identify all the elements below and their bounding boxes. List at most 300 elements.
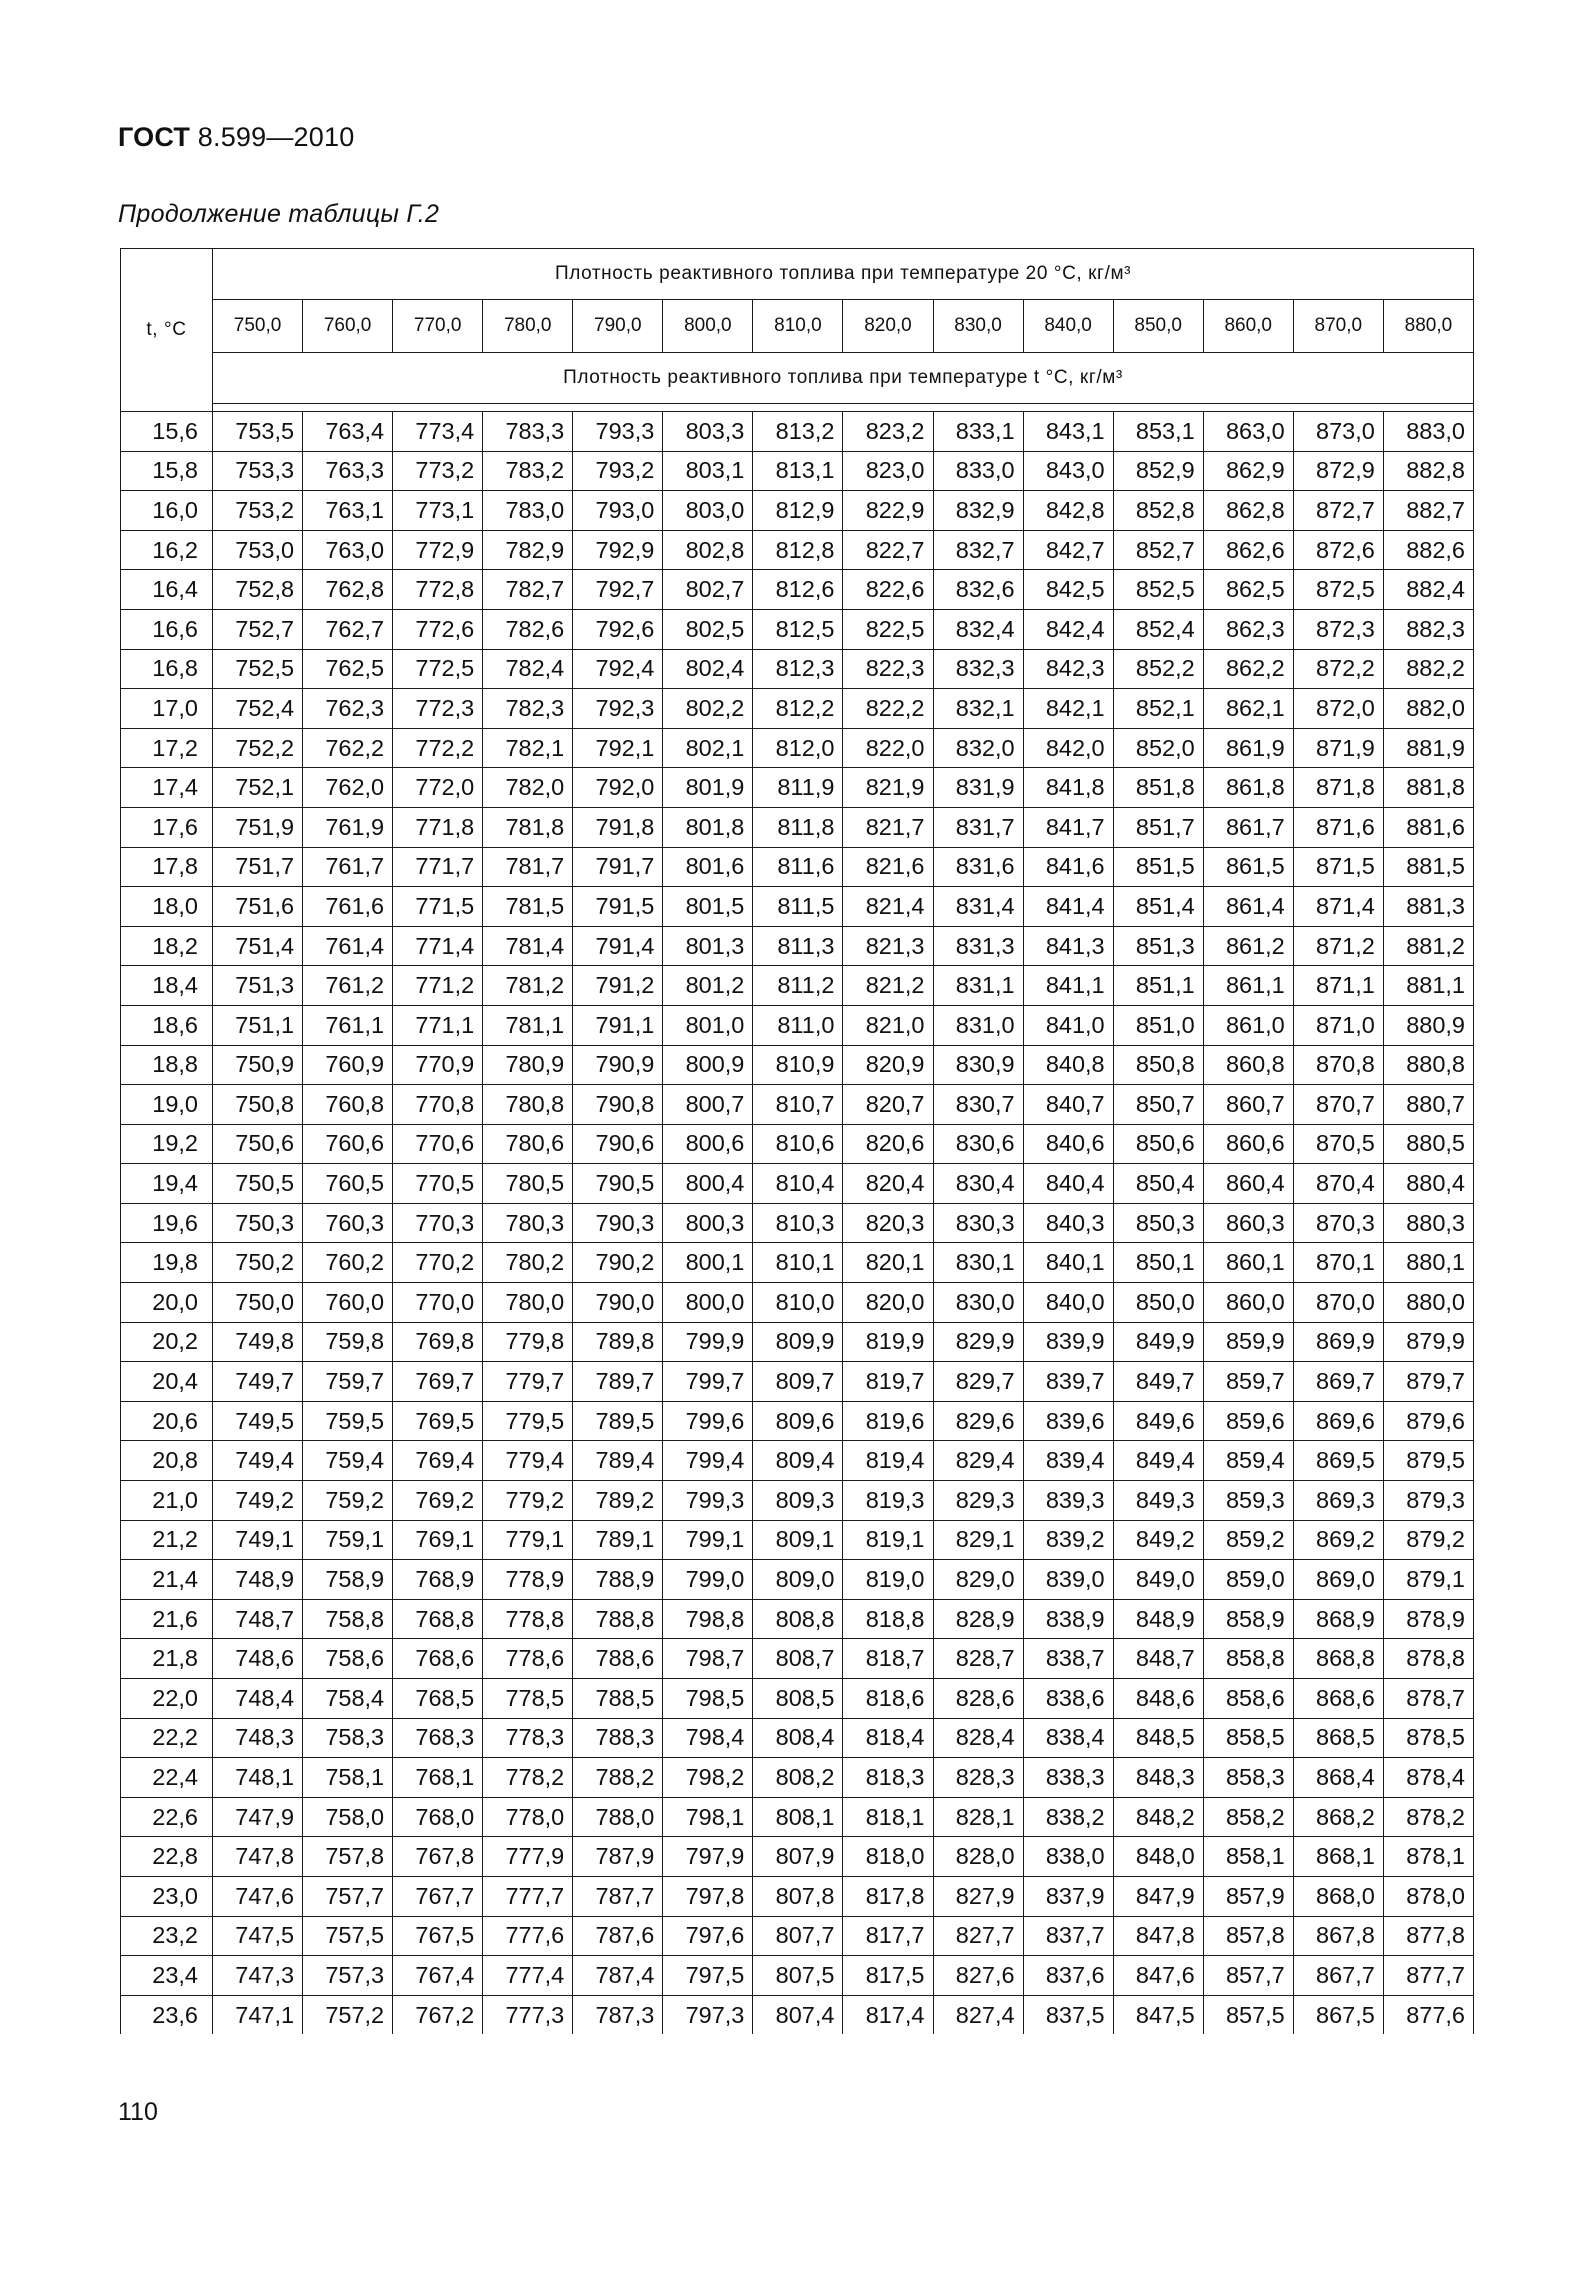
density-cell: 777,6 <box>483 1916 573 1956</box>
density-cell: 838,2 <box>1023 1797 1113 1837</box>
table-row <box>121 491 1474 531</box>
density-cell: 763,0 <box>303 530 393 570</box>
density-cell: 861,1 <box>1203 966 1293 1006</box>
density-cell: 773,4 <box>393 412 483 452</box>
density-cell: 870,5 <box>1293 1124 1383 1164</box>
density-cell: 761,7 <box>303 847 393 887</box>
density-cell: 831,0 <box>933 1005 1023 1045</box>
density-cell: 788,3 <box>573 1718 663 1758</box>
density-cell: 772,6 <box>393 609 483 649</box>
density-cell: 877,7 <box>1383 1956 1473 1996</box>
density-cell: 810,1 <box>753 1243 843 1283</box>
density-cell: 790,3 <box>573 1203 663 1243</box>
density-cell: 828,7 <box>933 1639 1023 1679</box>
density-cell: 797,5 <box>663 1956 753 1996</box>
density-cell: 848,9 <box>1113 1599 1203 1639</box>
density-cell: 781,5 <box>483 887 573 927</box>
density-cell: 832,9 <box>933 491 1023 531</box>
density-cell: 753,5 <box>213 412 303 452</box>
density-cell: 809,6 <box>753 1401 843 1441</box>
density-cell: 789,7 <box>573 1362 663 1402</box>
density-cell: 752,8 <box>213 570 303 610</box>
temperature-cell: 17,0 <box>121 689 213 729</box>
density-cell: 860,6 <box>1203 1124 1293 1164</box>
density-cell: 871,1 <box>1293 966 1383 1006</box>
density-cell: 843,0 <box>1023 451 1113 491</box>
density-cell: 810,9 <box>753 1045 843 1085</box>
density-cell: 821,7 <box>843 807 933 847</box>
density-cell: 812,6 <box>753 570 843 610</box>
density-cell: 862,8 <box>1203 491 1293 531</box>
density-cell: 759,7 <box>303 1362 393 1402</box>
density-cell: 760,5 <box>303 1164 393 1204</box>
density-cell: 880,5 <box>1383 1124 1473 1164</box>
density-cell: 841,1 <box>1023 966 1113 1006</box>
density-cell: 878,2 <box>1383 1797 1473 1837</box>
density-cell: 798,7 <box>663 1639 753 1679</box>
density-cell: 868,6 <box>1293 1679 1383 1719</box>
density-cell: 793,2 <box>573 451 663 491</box>
density-cell: 872,0 <box>1293 689 1383 729</box>
temperature-cell: 23,2 <box>121 1916 213 1956</box>
density-cell: 851,8 <box>1113 768 1203 808</box>
density-column-header: 820,0 <box>843 300 933 353</box>
density-cell: 777,3 <box>483 1995 573 2034</box>
density-cell: 881,1 <box>1383 966 1473 1006</box>
density-cell: 859,3 <box>1203 1481 1293 1521</box>
density-cell: 779,4 <box>483 1441 573 1481</box>
density-cell: 789,1 <box>573 1520 663 1560</box>
density-cell: 787,7 <box>573 1876 663 1916</box>
density-cell: 871,9 <box>1293 728 1383 768</box>
density-cell: 870,1 <box>1293 1243 1383 1283</box>
density-cell: 807,4 <box>753 1995 843 2034</box>
density-cell: 762,7 <box>303 609 393 649</box>
density-cell: 841,6 <box>1023 847 1113 887</box>
density-cell: 770,9 <box>393 1045 483 1085</box>
density-cell: 760,6 <box>303 1124 393 1164</box>
density-cell: 861,7 <box>1203 807 1293 847</box>
density-column-header: 810,0 <box>753 300 843 353</box>
density-cell: 818,8 <box>843 1599 933 1639</box>
density-cell: 852,8 <box>1113 491 1203 531</box>
density-cell: 770,0 <box>393 1283 483 1323</box>
density-cell: 882,0 <box>1383 689 1473 729</box>
density-cell: 819,4 <box>843 1441 933 1481</box>
temperature-cell: 21,0 <box>121 1481 213 1521</box>
density-cell: 769,7 <box>393 1362 483 1402</box>
table-row <box>121 689 1474 729</box>
density-cell: 820,4 <box>843 1164 933 1204</box>
density-cell: 842,0 <box>1023 728 1113 768</box>
density-cell: 789,5 <box>573 1401 663 1441</box>
density-cell: 849,9 <box>1113 1322 1203 1362</box>
density-cell: 800,0 <box>663 1283 753 1323</box>
density-cell: 808,7 <box>753 1639 843 1679</box>
table-row <box>121 1164 1474 1204</box>
density-cell: 809,1 <box>753 1520 843 1560</box>
density-cell: 791,2 <box>573 966 663 1006</box>
density-cell: 781,4 <box>483 926 573 966</box>
density-cell: 757,8 <box>303 1837 393 1877</box>
density-cell: 779,5 <box>483 1401 573 1441</box>
density-cell: 791,5 <box>573 887 663 927</box>
density-cell: 847,6 <box>1113 1956 1203 1996</box>
density-cell: 797,9 <box>663 1837 753 1877</box>
density-cell: 840,8 <box>1023 1045 1113 1085</box>
temperature-cell: 22,0 <box>121 1679 213 1719</box>
density-cell: 863,0 <box>1203 412 1293 452</box>
density-cell: 878,5 <box>1383 1718 1473 1758</box>
density-cell: 829,4 <box>933 1441 1023 1481</box>
density-cell: 792,9 <box>573 530 663 570</box>
density-cell: 759,4 <box>303 1441 393 1481</box>
density-cell: 840,6 <box>1023 1124 1113 1164</box>
standard-number: 8.599—2010 <box>197 122 355 152</box>
density-cell: 828,9 <box>933 1599 1023 1639</box>
density-cell: 793,3 <box>573 412 663 452</box>
temperature-cell: 21,4 <box>121 1560 213 1600</box>
density-cell: 837,5 <box>1023 1995 1113 2034</box>
density-cell: 868,8 <box>1293 1639 1383 1679</box>
density-cell: 862,1 <box>1203 689 1293 729</box>
table-row <box>121 1441 1474 1481</box>
density-cell: 761,1 <box>303 1005 393 1045</box>
density-cell: 749,4 <box>213 1441 303 1481</box>
density-cell: 751,6 <box>213 887 303 927</box>
density-cell: 751,9 <box>213 807 303 847</box>
density-cell: 872,7 <box>1293 491 1383 531</box>
density-cell: 800,1 <box>663 1243 753 1283</box>
density-cell: 852,4 <box>1113 609 1203 649</box>
density-cell: 828,1 <box>933 1797 1023 1837</box>
density-cell: 822,0 <box>843 728 933 768</box>
density-cell: 867,8 <box>1293 1916 1383 1956</box>
density-cell: 771,2 <box>393 966 483 1006</box>
density-cell: 791,8 <box>573 807 663 847</box>
temperature-cell: 21,8 <box>121 1639 213 1679</box>
density-cell: 751,3 <box>213 966 303 1006</box>
density-cell: 762,0 <box>303 768 393 808</box>
density-cell: 822,5 <box>843 609 933 649</box>
density-cell: 839,3 <box>1023 1481 1113 1521</box>
temperature-cell: 20,6 <box>121 1401 213 1441</box>
density-cell: 840,4 <box>1023 1164 1113 1204</box>
density-cell: 861,9 <box>1203 728 1293 768</box>
density-cell: 782,4 <box>483 649 573 689</box>
density-cell: 861,5 <box>1203 847 1293 887</box>
density-cell: 849,4 <box>1113 1441 1203 1481</box>
table-row <box>121 926 1474 966</box>
density-cell: 788,5 <box>573 1679 663 1719</box>
density-cell: 770,5 <box>393 1164 483 1204</box>
density-column-header: 800,0 <box>663 300 753 353</box>
density-cell: 829,0 <box>933 1560 1023 1600</box>
density-cell: 847,8 <box>1113 1916 1203 1956</box>
density-cell: 757,7 <box>303 1876 393 1916</box>
density-cell: 807,5 <box>753 1956 843 1996</box>
density-cell: 812,3 <box>753 649 843 689</box>
density-table <box>120 248 1474 2034</box>
density-cell: 861,2 <box>1203 926 1293 966</box>
density-cell: 869,7 <box>1293 1362 1383 1402</box>
density-cell: 787,3 <box>573 1995 663 2034</box>
density-cell: 767,8 <box>393 1837 483 1877</box>
temperature-cell: 19,2 <box>121 1124 213 1164</box>
density-cell: 832,1 <box>933 689 1023 729</box>
density-cell: 870,0 <box>1293 1283 1383 1323</box>
density-cell: 860,1 <box>1203 1243 1293 1283</box>
density-cell: 820,1 <box>843 1243 933 1283</box>
density-cell: 833,1 <box>933 412 1023 452</box>
density-cell: 849,6 <box>1113 1401 1203 1441</box>
density-cell: 802,5 <box>663 609 753 649</box>
density-cell: 811,2 <box>753 966 843 1006</box>
density-cell: 830,0 <box>933 1283 1023 1323</box>
density-cell: 801,5 <box>663 887 753 927</box>
density-cell: 839,9 <box>1023 1322 1113 1362</box>
density-column-header: 830,0 <box>933 300 1023 353</box>
density-cell: 780,6 <box>483 1124 573 1164</box>
density-cell: 812,8 <box>753 530 843 570</box>
density-cell: 827,4 <box>933 1995 1023 2034</box>
density-cell: 869,6 <box>1293 1401 1383 1441</box>
density-cell: 822,6 <box>843 570 933 610</box>
density-cell: 859,6 <box>1203 1401 1293 1441</box>
density-cell: 790,0 <box>573 1283 663 1323</box>
table-row <box>121 847 1474 887</box>
density-cell: 778,9 <box>483 1560 573 1600</box>
density-cell: 817,4 <box>843 1995 933 2034</box>
density-cell: 849,7 <box>1113 1362 1203 1402</box>
density-cell: 827,7 <box>933 1916 1023 1956</box>
density-cell: 809,9 <box>753 1322 843 1362</box>
density-cell: 758,8 <box>303 1599 393 1639</box>
density-cell: 819,9 <box>843 1322 933 1362</box>
density-cell: 771,7 <box>393 847 483 887</box>
density-cell: 840,3 <box>1023 1203 1113 1243</box>
density-cell: 803,3 <box>663 412 753 452</box>
density-cell: 788,8 <box>573 1599 663 1639</box>
density-cell: 858,1 <box>1203 1837 1293 1877</box>
table-row <box>121 1560 1474 1600</box>
density-cell: 850,4 <box>1113 1164 1203 1204</box>
density-cell: 828,6 <box>933 1679 1023 1719</box>
density-cell: 757,5 <box>303 1916 393 1956</box>
density-cell: 758,6 <box>303 1639 393 1679</box>
density-cell: 762,3 <box>303 689 393 729</box>
density-cell: 817,8 <box>843 1876 933 1916</box>
density-cell: 778,0 <box>483 1797 573 1837</box>
density-cell: 767,2 <box>393 1995 483 2034</box>
density-cell: 830,9 <box>933 1045 1023 1085</box>
density-cell: 762,5 <box>303 649 393 689</box>
density-cell: 870,3 <box>1293 1203 1383 1243</box>
density-cell: 780,5 <box>483 1164 573 1204</box>
density-cell: 777,7 <box>483 1876 573 1916</box>
density-cell: 760,0 <box>303 1283 393 1323</box>
density-cell: 779,2 <box>483 1481 573 1521</box>
density-cell: 847,5 <box>1113 1995 1203 2034</box>
density-cell: 882,2 <box>1383 649 1473 689</box>
density-cell: 868,2 <box>1293 1797 1383 1837</box>
table-body <box>121 412 1474 2035</box>
density-cell: 869,0 <box>1293 1560 1383 1600</box>
temperature-cell: 16,4 <box>121 570 213 610</box>
density-cell: 807,7 <box>753 1916 843 1956</box>
density-cell: 749,1 <box>213 1520 303 1560</box>
density-cell: 882,4 <box>1383 570 1473 610</box>
density-cell: 782,7 <box>483 570 573 610</box>
density-cell: 790,9 <box>573 1045 663 1085</box>
density-cell: 838,0 <box>1023 1837 1113 1877</box>
table-row <box>121 1995 1474 2034</box>
temperature-cell: 19,0 <box>121 1085 213 1125</box>
density-cell: 809,0 <box>753 1560 843 1600</box>
density-cell: 747,8 <box>213 1837 303 1877</box>
density-cell: 759,1 <box>303 1520 393 1560</box>
density-cell: 819,0 <box>843 1560 933 1600</box>
temperature-cell: 17,6 <box>121 807 213 847</box>
density-cell: 830,1 <box>933 1243 1023 1283</box>
density-cell: 782,6 <box>483 609 573 649</box>
density-cell: 763,4 <box>303 412 393 452</box>
density-cell: 868,9 <box>1293 1599 1383 1639</box>
density-cell: 870,4 <box>1293 1164 1383 1204</box>
density-cell: 818,6 <box>843 1679 933 1719</box>
table-caption: Продолжение таблицы Г.2 <box>118 200 440 228</box>
density-cell: 748,1 <box>213 1758 303 1798</box>
density-cell: 751,1 <box>213 1005 303 1045</box>
density-cell: 841,8 <box>1023 768 1113 808</box>
density-cell: 821,2 <box>843 966 933 1006</box>
temperature-cell: 18,6 <box>121 1005 213 1045</box>
density-cell: 760,3 <box>303 1203 393 1243</box>
density-cell: 787,9 <box>573 1837 663 1877</box>
density-column-header: 870,0 <box>1293 300 1383 353</box>
density-cell: 763,3 <box>303 451 393 491</box>
density-cell: 851,1 <box>1113 966 1203 1006</box>
density-cell: 838,3 <box>1023 1758 1113 1798</box>
density-cell: 857,8 <box>1203 1916 1293 1956</box>
density-cell: 872,5 <box>1293 570 1383 610</box>
density-cell: 881,8 <box>1383 768 1473 808</box>
density-cell: 778,3 <box>483 1718 573 1758</box>
density-cell: 811,8 <box>753 807 843 847</box>
density-cell: 759,8 <box>303 1322 393 1362</box>
table-row <box>121 1837 1474 1877</box>
table-row <box>121 1322 1474 1362</box>
density-cell: 779,7 <box>483 1362 573 1402</box>
density-cell: 747,3 <box>213 1956 303 1996</box>
density-cell: 813,2 <box>753 412 843 452</box>
density-cell: 789,4 <box>573 1441 663 1481</box>
density-cell: 852,0 <box>1113 728 1203 768</box>
table-row <box>121 768 1474 808</box>
density-cell: 870,8 <box>1293 1045 1383 1085</box>
density-cell: 748,4 <box>213 1679 303 1719</box>
density-cell: 797,3 <box>663 1995 753 2034</box>
density-cell: 798,1 <box>663 1797 753 1837</box>
density-cell: 769,4 <box>393 1441 483 1481</box>
density-cell: 770,8 <box>393 1085 483 1125</box>
density-cell: 860,7 <box>1203 1085 1293 1125</box>
density-cell: 819,6 <box>843 1401 933 1441</box>
density-cell: 798,2 <box>663 1758 753 1798</box>
density-cell: 878,7 <box>1383 1679 1473 1719</box>
density-cell: 811,0 <box>753 1005 843 1045</box>
density-cell: 778,6 <box>483 1639 573 1679</box>
table-row <box>121 1203 1474 1243</box>
density-cell: 842,5 <box>1023 570 1113 610</box>
density-cell: 871,4 <box>1293 887 1383 927</box>
density-cell: 837,7 <box>1023 1916 1113 1956</box>
density-cell: 792,4 <box>573 649 663 689</box>
temperature-cell: 16,8 <box>121 649 213 689</box>
density-cell: 750,8 <box>213 1085 303 1125</box>
density-cell: 832,6 <box>933 570 1023 610</box>
density-cell: 858,8 <box>1203 1639 1293 1679</box>
density-cell: 758,3 <box>303 1718 393 1758</box>
density-cell: 789,8 <box>573 1322 663 1362</box>
density-cell: 773,1 <box>393 491 483 531</box>
density-cell: 772,2 <box>393 728 483 768</box>
density-cell: 799,9 <box>663 1322 753 1362</box>
density-cell: 790,8 <box>573 1085 663 1125</box>
density-cell: 850,6 <box>1113 1124 1203 1164</box>
density-cell: 812,5 <box>753 609 843 649</box>
density-cell: 808,1 <box>753 1797 843 1837</box>
density-cell: 750,6 <box>213 1124 303 1164</box>
density-cell: 831,6 <box>933 847 1023 887</box>
density-cell: 783,3 <box>483 412 573 452</box>
density-cell: 828,3 <box>933 1758 1023 1798</box>
density-cell: 748,3 <box>213 1718 303 1758</box>
density-cell: 747,6 <box>213 1876 303 1916</box>
density-cell: 818,7 <box>843 1639 933 1679</box>
density-cell: 871,6 <box>1293 807 1383 847</box>
temperature-cell: 18,4 <box>121 966 213 1006</box>
density-cell: 767,7 <box>393 1876 483 1916</box>
density-cell: 782,0 <box>483 768 573 808</box>
density-cell: 838,9 <box>1023 1599 1113 1639</box>
density-cell: 757,3 <box>303 1956 393 1996</box>
density-cell: 792,7 <box>573 570 663 610</box>
density-cell: 838,7 <box>1023 1639 1113 1679</box>
density-cell: 771,4 <box>393 926 483 966</box>
table-row <box>121 1639 1474 1679</box>
table-row <box>121 451 1474 491</box>
density-cell: 781,8 <box>483 807 573 847</box>
density-cell: 880,9 <box>1383 1005 1473 1045</box>
density-cell: 853,1 <box>1113 412 1203 452</box>
density-cell: 758,9 <box>303 1560 393 1600</box>
density-cell: 761,4 <box>303 926 393 966</box>
density-cell: 779,1 <box>483 1520 573 1560</box>
density-cell: 879,9 <box>1383 1322 1473 1362</box>
density-cell: 810,6 <box>753 1124 843 1164</box>
density-cell: 862,6 <box>1203 530 1293 570</box>
density-cell: 750,3 <box>213 1203 303 1243</box>
density-cell: 802,7 <box>663 570 753 610</box>
density-cell: 868,5 <box>1293 1718 1383 1758</box>
density-cell: 792,3 <box>573 689 663 729</box>
density-cell: 872,3 <box>1293 609 1383 649</box>
density-cell: 812,2 <box>753 689 843 729</box>
density-cell: 820,6 <box>843 1124 933 1164</box>
density-cell: 751,4 <box>213 926 303 966</box>
density-cell: 798,4 <box>663 1718 753 1758</box>
